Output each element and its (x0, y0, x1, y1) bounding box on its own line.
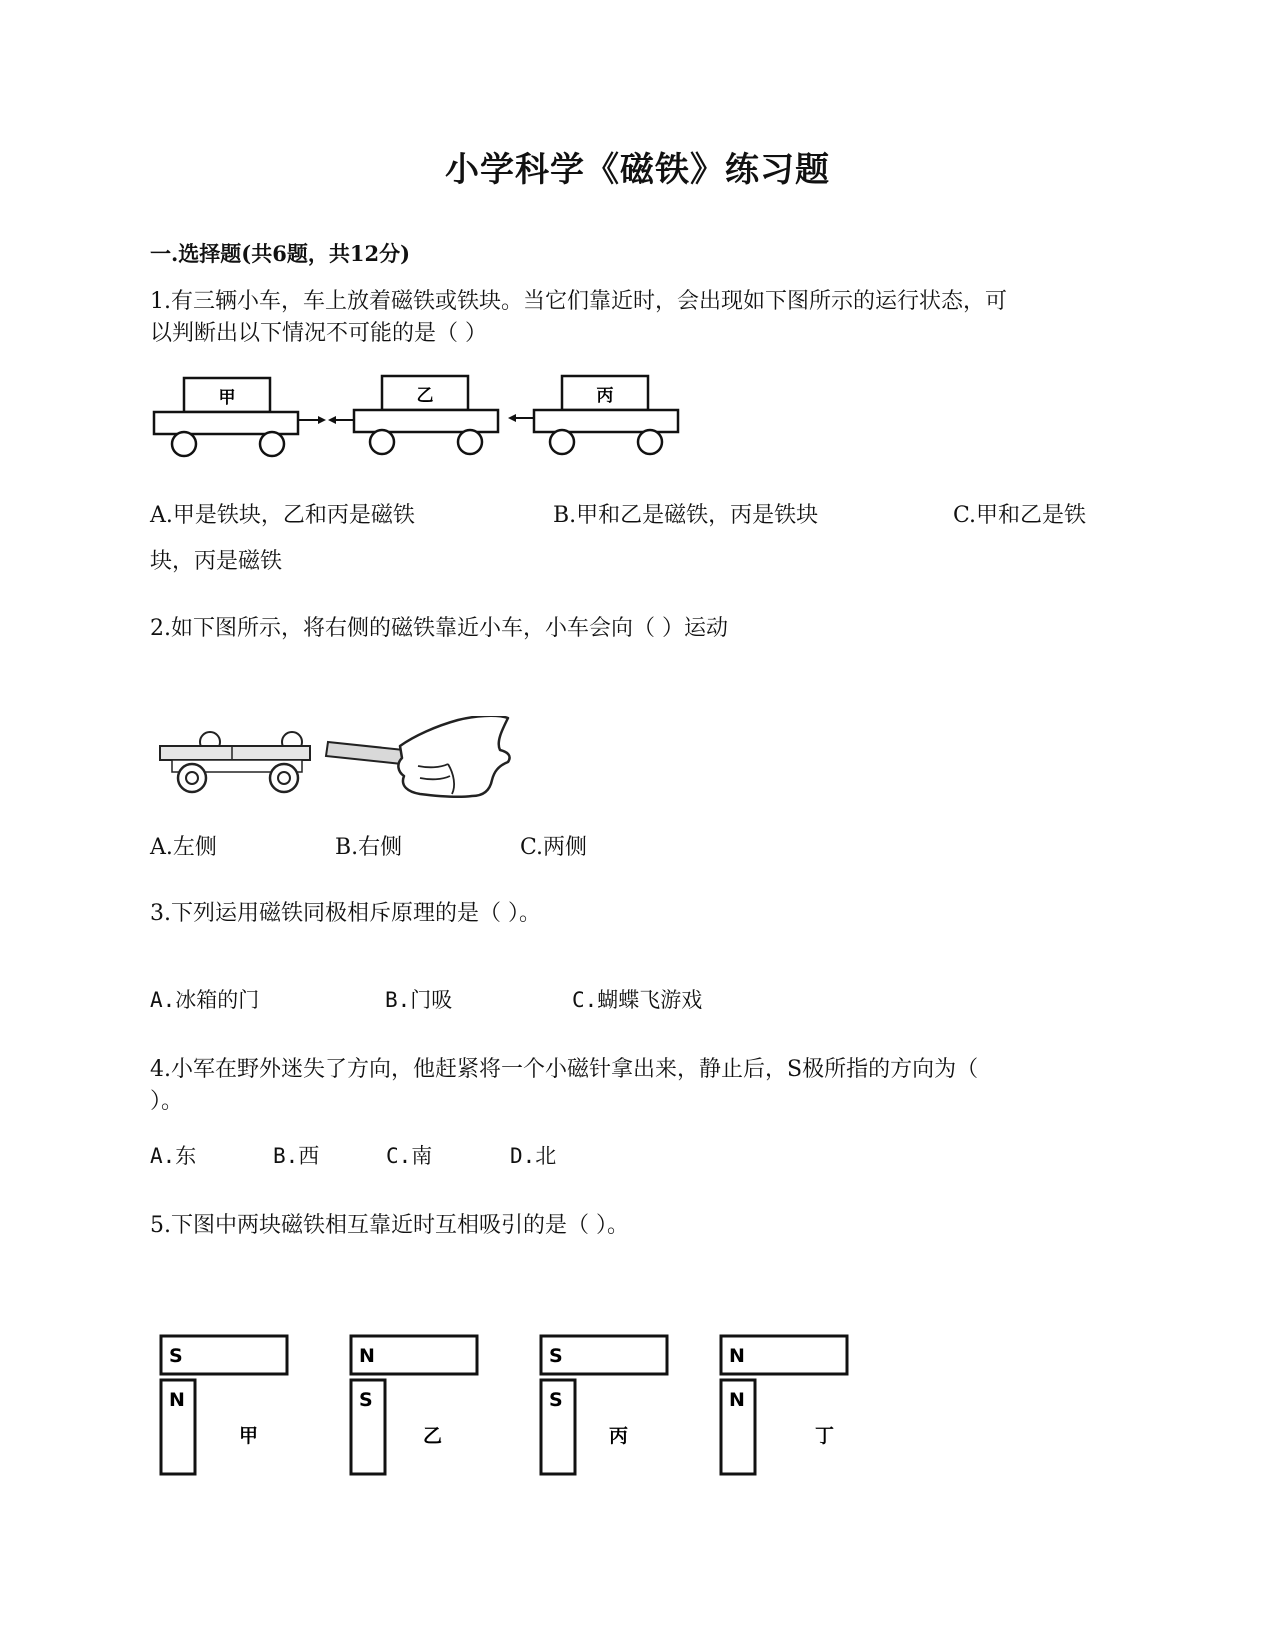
arrow-left (328, 416, 354, 424)
magnet-pair-jia (161, 1336, 287, 1474)
arrow-right (298, 416, 326, 424)
hand-holding-magnet (326, 716, 510, 797)
question-1-stem-line2: 以判断出以下情况不可能的是（ ） (150, 321, 487, 346)
q4-option-a: A.东 (150, 1144, 197, 1168)
toy-car-magnet-figure (152, 716, 532, 826)
pole-label: N (729, 1389, 745, 1411)
pole-label: S (359, 1389, 373, 1411)
cart-yi (354, 376, 498, 454)
page-title: 小学科学《磁铁》练习题 (445, 150, 830, 190)
q3-option-b: B.门吸 (385, 988, 453, 1012)
figure-label-ding: 丁 (815, 1425, 835, 1447)
question-1-stem-line1: 1.有三辆小车，车上放着磁铁或铁块。当它们靠近时，会出现如下图所示的运行状态，可 (150, 289, 1007, 314)
magnet-pair-yi (351, 1336, 477, 1474)
q3-option-a: A.冰箱的门 (150, 988, 260, 1012)
question-3-stem: 3.下列运用磁铁同极相斥原理的是（ ）。 (150, 901, 541, 926)
pole-label: N (729, 1345, 745, 1367)
q4-option-c: C.南 (386, 1144, 433, 1168)
q2-option-b: B.右侧 (335, 835, 403, 860)
cart-label-yi: 乙 (416, 386, 434, 406)
magnet-pair-ding (721, 1336, 847, 1474)
question-2-stem: 2.如下图所示，将右侧的磁铁靠近小车，小车会向（ ）运动 (150, 616, 728, 641)
figure-label-jia: 甲 (239, 1425, 259, 1447)
cart-label-bing: 丙 (596, 386, 614, 406)
pole-label: N (359, 1345, 375, 1367)
cart-label-jia: 甲 (218, 388, 236, 408)
q4-option-b: B.西 (273, 1144, 320, 1168)
q1-option-c-line2: 块，丙是磁铁 (150, 549, 283, 574)
q3-option-c: C.蝴蝶飞游戏 (572, 988, 703, 1012)
q1-option-a: A.甲是铁块，乙和丙是磁铁 (150, 503, 415, 528)
question-4-stem-line2: ）。 (150, 1089, 184, 1114)
pole-label: N (169, 1389, 185, 1411)
q2-option-a: A.左侧 (150, 835, 217, 860)
pole-label: S (549, 1389, 563, 1411)
toy-car (160, 732, 310, 792)
cart-jia (154, 378, 298, 456)
magnet-pairs-figure (155, 1330, 860, 1485)
cart-figure (148, 370, 688, 465)
arrow-left-2 (508, 414, 534, 422)
section-heading: 一.选择题(共6题，共12分) (150, 241, 411, 266)
figure-label-yi: 乙 (423, 1425, 443, 1447)
q1-option-b: B.甲和乙是磁铁，丙是铁块 (553, 503, 819, 528)
q1-option-c-line1: C.甲和乙是铁 (953, 503, 1087, 528)
question-4-stem-line1: 4.小军在野外迷失了方向，他赶紧将一个小磁针拿出来，静止后，S极所指的方向为（ (150, 1057, 979, 1082)
q2-option-c: C.两侧 (520, 835, 588, 860)
magnet-pair-bing (541, 1336, 667, 1474)
q4-option-d: D.北 (510, 1144, 557, 1168)
question-5-stem: 5.下图中两块磁铁相互靠近时互相吸引的是（ ）。 (150, 1213, 629, 1238)
figure-label-bing: 丙 (609, 1425, 629, 1447)
cart-bing (534, 376, 678, 454)
pole-label: S (169, 1345, 183, 1367)
pole-label: S (549, 1345, 563, 1367)
